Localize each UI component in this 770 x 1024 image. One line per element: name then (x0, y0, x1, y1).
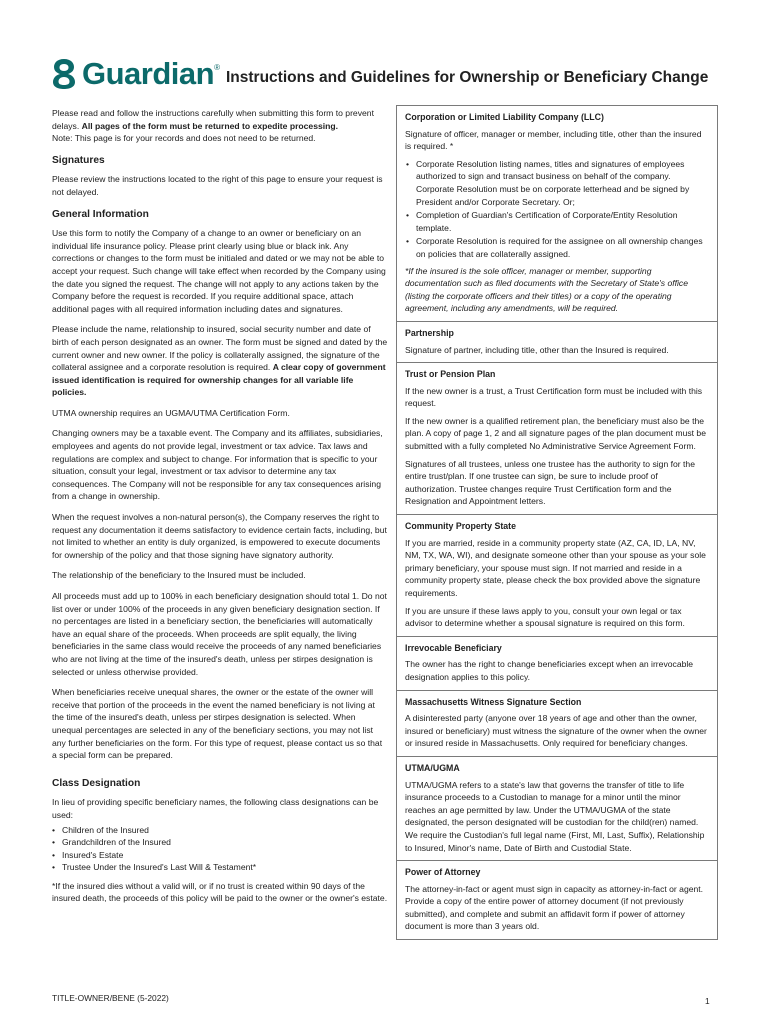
list-item: • Completion of Guardian's Certification of Corporate/Entity Resolution template. (416, 209, 709, 234)
community-p2: If you are unsure if these laws apply to you, consult your own legal or tax advisor to determine whether a spousal signature is required on this form. (405, 605, 685, 629)
irrevocable-section (396, 636, 718, 690)
general-p6: The relationship of the beneficiary to the Insured must be included. (52, 570, 306, 581)
list-item: • Children of the Insured (62, 824, 388, 837)
intro-paragraph: Please read and follow the instructions carefully when submitting this form to prevent delays. All pages of the form must be returned to expedite processing. Note: This page is for your records and does not need to be returned. (52, 108, 374, 144)
class-designation-heading: Class Designation (52, 777, 141, 789)
general-p5: When the request involves a non-natural person(s), the Company reserves the right to request any documentation it deems satisfactory to evidence certain facts, including, but not limited to whether an entity is duly organized, is empowered to execute documents for ownership of the policy and that those signing have signatory authority. (52, 512, 387, 560)
list-item: • Trustee Under the Insured's Last Will & Testament* (62, 861, 388, 874)
class-designation-list (52, 824, 388, 874)
list-item: • Corporate Resolution listing names, titles and signatures of employees authorized to sign and transact business on behalf of the company. Corporate Resolution must be on corporate letterhead and be signed by President and/or Corporate Secretary. Or; (416, 158, 709, 208)
partnership-p1: Signature of partner, including title, other than the Insured is required. (405, 344, 669, 355)
general-p8: When beneficiaries receive unequal shares, the owner or the estate of the owner will receive that portion of the proceeds in the event the named beneficiary is not living at the time of the insured's death, unless per stirpes designation is selected. When unequal percentages are selected in any of the beneficiary sections, you may not list any further beneficiaries on the form. For this type of request, please contact us so that a special form can be prepared. (52, 687, 383, 761)
trust-p2: If the new owner is a qualified retirement plan, the beneficiary must also be the plan. A copy of page 1, 2 and all signature pages of the plan document must be submitted with a fully completed No Administrative Service Agreement Form. (405, 415, 706, 452)
utma-heading: UTMA/UGMA (405, 762, 460, 773)
page-title: Instructions and Guidelines for Ownership or Beneficiary Change (226, 69, 709, 86)
trust-section (396, 362, 718, 514)
guardian-shield-icon (52, 58, 76, 90)
trademark: ® (214, 63, 220, 72)
community-heading: Community Property State (405, 521, 516, 532)
page-number: 1 (705, 996, 710, 1006)
poa-section (396, 860, 718, 940)
partnership-heading: Partnership (405, 327, 454, 338)
trust-heading: Trust or Pension Plan (405, 369, 496, 380)
massachusetts-p1: A disinterested party (anyone over 18 years of age and other than the owner, insured or beneficiary) must witness the signature of the owner when the owner or insured reside in Massachusetts. Only required for beneficiary changes. (405, 713, 707, 749)
trust-p1: If the new owner is a trust, a Trust Certification form must be included with this request. (405, 385, 703, 409)
poa-p1: The attorney-in-fact or agent must sign in capacity as attorney-in-fact or agent. Provide a copy of the entire power of attorney document (if not previously submitted), and complete and submit an affidavit form if power of attorney document is more than 3 years old. (405, 883, 704, 932)
general-p3: UTMA ownership requires an UGMA/UTMA Certification Form. (52, 407, 290, 418)
utma-p1: UTMA/UGMA refers to a state's law that governs the transfer of title to life insurance proceeds to a Custodian to manage for a minor until the minor reaches an age permitted by law. Under the UTMA/UGMA of the state designated, the person designated will be custodian for the child(ren) named. We require the Custodian's full legal name (First, MI, Last, Suffix), Relationship to Insured, Minor's name, Date of Birth and Custodial State. (405, 779, 705, 853)
partnership-section (396, 321, 718, 362)
irrevocable-p1: The owner has the right to change beneficiaries except when an irrevocable designation applies to this policy. (405, 659, 694, 682)
community-p1: If you are married, reside in a community property state (AZ, CA, ID, LA, NV, NM, TX, WA, WI), and designate someone other than your spouse as your sole primary beneficiary, your spouse must sign. If not married and reside in a community property state, please check the box provided above the signature requirements. (405, 537, 706, 598)
guardian-logo (52, 57, 220, 91)
community-property-section (396, 514, 718, 636)
class-designation-note: *If the insured dies without a valid will, or if no trust is created within 90 days of the insured death, the proceeds of this policy will be paid to the owner or the owner's estate. (52, 880, 388, 904)
massachusetts-heading: Massachusetts Witness Signature Section (405, 696, 582, 707)
form-id: TITLE-OWNER/BENE (5-2022) (52, 993, 169, 1003)
brand-name: Guardian (82, 56, 215, 91)
signatures-text: Please review the instructions located to the right of this page to ensure your request is not delayed. (52, 174, 383, 197)
right-column (396, 105, 718, 940)
list-item: • Corporate Resolution is required for the assignee on all ownership changes on policies that are collaterally assigned. (416, 235, 709, 260)
list-item: • Insured's Estate (62, 849, 388, 862)
llc-heading: Corporation or Limited Liability Company (LLC) (405, 112, 604, 122)
list-item: • Grandchildren of the Insured (62, 836, 388, 849)
llc-section (396, 105, 718, 321)
left-column (52, 107, 388, 913)
class-designation-intro: In lieu of providing specific beneficiary names, the following class designations can be used: (52, 797, 379, 820)
llc-list (405, 158, 709, 261)
general-p7: All proceeds must add up to 100% in each beneficiary designation should total 1. Do not list over or under 100% of the proceeds in any given beneficiary designation section. If no percentages are listed in a beneficiary section, the beneficiaries will automatically have an equal share of the proceeds. When proceeds are split equally, the living beneficiaries in the same class would receive the proceeds of any named beneficiaries who are not living at the time of the insured's death, unless per stirpes designation is selected or unless otherwise provided. (52, 591, 387, 677)
signatures-heading: Signatures (52, 154, 105, 166)
irrevocable-heading: Irrevocable Beneficiary (405, 642, 502, 653)
utma-section (396, 756, 718, 860)
llc-note: *If the insured is the sole officer, manager or member, supporting documentation such as filed documents with the Secretary of State's office (listing the corporate officers and their titles) or a copy of the operating agreement, including any amendments, will be required. (405, 265, 688, 314)
massachusetts-section (396, 690, 718, 756)
general-info-heading: General Information (52, 208, 149, 220)
general-p1: Use this form to notify the Company of a change to an owner or beneficiary on an individual life insurance policy. Please print clearly using blue or black ink. Any corrections or changes to the form must be initialed and dated or we may not be able to accept your request. Such change will take effect when recorded by the Company using the date you signed the request. The change will not apply to any actions taken by the Company before the request is recorded. If you require additional space, attach additional pages with all required information including dates and signatures. (52, 228, 386, 314)
trust-p3: Signatures of all trustees, unless one trustee has the authority to sign for the entire trust/plan. If one trustee can sign, be sure to include proof of authorization. Trustee changes require Trust Certification form and the Resignation and Appointment letters. (405, 458, 695, 507)
general-p4: Changing owners may be a taxable event. The Company and its affiliates, subsidiaries, employees and agents do not provide legal, investment or tax advice. Tax laws and regulations are complex and subject to change. For information that is specific to your situation, consult your legal, investment or tax advisor to determine any tax consequences. The Company will not be responsible for any tax consequences arising from a change in ownership. (52, 428, 383, 502)
poa-heading: Power of Attorney (405, 867, 481, 878)
general-p2: Please include the name, relationship to insured, social security number and date of birth of each person designated as an owner. The form must be signed and dated by the current owner and new owner. If the policy is collaterally assigned, the signature of the collateral assignee and a corporate resolution is required. A clear copy of government issued identification is required for ownership changes for all variable life policies. (52, 324, 388, 398)
llc-p1: Signature of officer, manager or member, including title, other than the insured is required. * (405, 128, 702, 152)
